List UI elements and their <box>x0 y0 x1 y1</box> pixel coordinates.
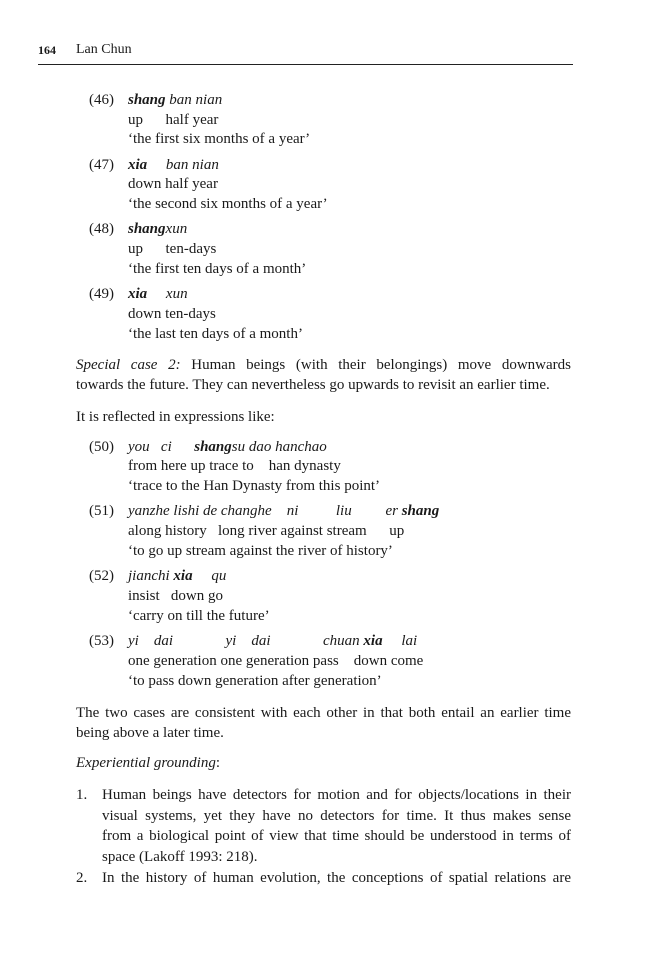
list-number: 2. <box>76 870 88 886</box>
example-translation: ‘to go up stream against the river of history’ <box>128 543 393 559</box>
example-source: xia ban nian <box>128 157 219 173</box>
example-translation: ‘the first ten days of a month’ <box>128 261 307 277</box>
example-gloss: down half year <box>128 176 218 192</box>
example-number: (52) <box>89 568 114 584</box>
reflected-paragraph: It is reflected in expressions like: <box>76 409 275 425</box>
example-source: you ci shangsu dao hanchao <box>128 439 327 455</box>
paragraph-line: towards the future. They can nevertheless go upwards to revisit an earlier time. <box>76 377 550 393</box>
example-source: shang ban nian <box>128 92 223 108</box>
example-translation: ‘to pass down generation after generation’ <box>128 673 382 689</box>
example-translation: ‘the second six months of a year’ <box>128 196 328 212</box>
consistent-paragraph <box>76 703 571 743</box>
page-number: 164 <box>38 43 56 57</box>
example-number: (50) <box>89 439 114 455</box>
example-source: jianchi xia qu <box>128 568 227 584</box>
example-number: (46) <box>89 92 114 108</box>
example-gloss: from here up trace to han dynasty <box>128 458 341 474</box>
example-translation: ‘the first six months of a year’ <box>128 131 311 147</box>
example-source: yanzhe lishi de changhe ni liu er shang <box>128 503 440 519</box>
example-translation: ‘the last ten days of a month’ <box>128 326 303 342</box>
running-header <box>38 42 573 65</box>
experiential-grounding-heading: Experiential grounding: <box>76 755 221 771</box>
list-text: In the history of human evolution, the conceptions of spatial relations are <box>102 870 571 886</box>
example-translation: ‘trace to the Han Dynasty from this point’ <box>128 478 381 494</box>
example-gloss: insist down go <box>128 588 224 604</box>
list-text: Human beings have detectors for motion and for objects/locations in their visual systems, yet they have no detectors for time. It thus makes sense from a biological point of view that time should be understood in terms of space (Lakoff 1993: 218). <box>102 787 571 865</box>
example-number: (49) <box>89 286 114 302</box>
special-case-paragraph <box>76 355 571 395</box>
example-number: (53) <box>89 633 114 649</box>
example-gloss: up ten-days <box>128 241 217 257</box>
example-source: yi dai yi dai chuan xia lai <box>128 633 418 649</box>
example-source: xia xun <box>128 286 188 302</box>
list-number: 1. <box>76 787 88 803</box>
example-number: (48) <box>89 221 114 237</box>
example-gloss: up half year <box>128 112 219 128</box>
example-number: (47) <box>89 157 114 173</box>
example-translation: ‘carry on till the future’ <box>128 608 270 624</box>
paragraph-line: being above a later time. <box>76 725 224 741</box>
running-head-author: Lan Chun <box>76 42 132 57</box>
example-number: (51) <box>89 503 114 519</box>
example-gloss: down ten-days <box>128 306 216 322</box>
example-gloss: one generation one generation pass down come <box>128 653 424 669</box>
example-source: shangxun <box>128 221 188 237</box>
paragraph-line: The two cases are consistent with each other in that both entail an earlier time <box>76 705 571 721</box>
example-gloss: along history long river against stream up <box>128 523 405 539</box>
paragraph-line: Special case 2: Human beings (with their belongings) move downwards <box>76 357 571 373</box>
